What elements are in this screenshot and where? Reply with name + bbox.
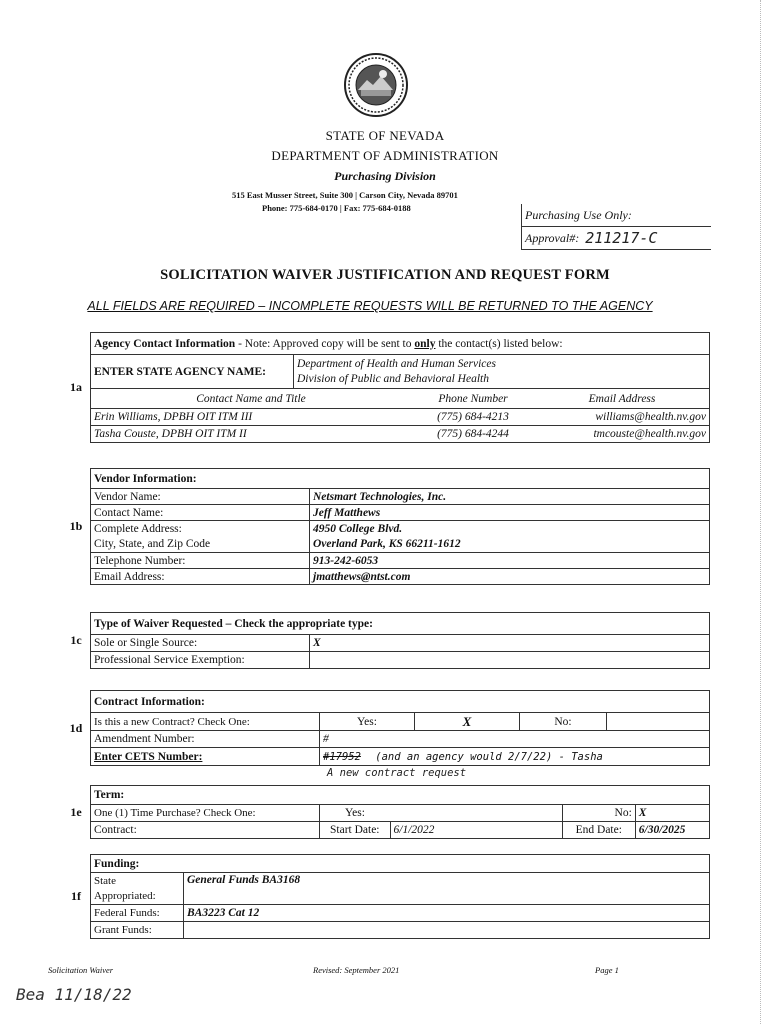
handwritten-initials: Bea 11/18/22 (16, 985, 132, 1004)
handwritten-note-2: A new contract request (327, 767, 467, 779)
city-state-zip-label: City, State, and Zip Code (94, 538, 211, 551)
vendor-name-value: Netsmart Technologies, Inc. (310, 489, 710, 505)
new-contract-no-label: No: (520, 713, 607, 731)
approval-label: Approval#: (525, 230, 580, 245)
new-contract-label: Is this a new Contract? Check One: (91, 713, 320, 731)
end-date-label: End Date: (562, 822, 635, 839)
table-row (62, 505, 710, 521)
one-time-no-value: X (635, 805, 709, 822)
agency-contact-heading: Agency Contact Information - Note: Approved copy will be sent to only the contact(s) listed below: (91, 333, 710, 355)
header-division: Purchasing Division (334, 169, 436, 183)
one-time-yes-value (390, 805, 562, 822)
state-label-2: Appropriated: (94, 890, 156, 903)
new-contract-yes-label: Yes: (320, 713, 415, 731)
start-date-value: 6/1/2022 (390, 822, 562, 839)
telephone-label: Telephone Number: (91, 553, 310, 569)
table-row (62, 537, 710, 553)
telephone-value: 913-242-6053 (310, 553, 710, 569)
column-email-address: Email Address (535, 389, 710, 409)
grant-funds-label: Grant Funds: (91, 922, 184, 939)
purchasing-use-only-box (521, 204, 711, 254)
federal-funds-label: Federal Funds: (91, 905, 184, 922)
header-state: STATE OF NEVADA (325, 128, 445, 143)
waiver-type-heading: Type of Waiver Requested – Check the appropriate type: (91, 613, 710, 635)
contact-email: tmcouste@health.nv.gov (535, 426, 710, 443)
section-label-1d: 1d (62, 691, 91, 766)
contract-heading: Contract Information: (91, 691, 710, 713)
cets-number-label: Enter CETS Number: (91, 748, 320, 766)
end-date-value: 6/30/2025 (635, 822, 709, 839)
table-row (62, 553, 710, 569)
contact-phone: (775) 684-4244 (411, 426, 535, 443)
section-label-1e: 1e (62, 786, 91, 839)
approval-number: 211217-C (585, 229, 658, 247)
section-contract-information (62, 690, 710, 779)
table-row (62, 489, 710, 505)
footer-revised-date: Revised: September 2021 (313, 965, 400, 975)
cets-number-struck: #17952 (323, 750, 361, 763)
table-row (62, 569, 710, 585)
table-row (62, 713, 710, 731)
handwritten-note-1: (and an agency would 2/7/22) - Tasha (375, 750, 603, 763)
start-date-label: Start Date: (320, 822, 391, 839)
section-label-1b: 1b (62, 469, 91, 585)
section-vendor-information (62, 468, 710, 585)
table-row (62, 731, 710, 748)
vendor-name-label: Vendor Name: (91, 489, 310, 505)
column-phone-number: Phone Number (411, 389, 535, 409)
section-waiver-type (62, 612, 710, 669)
scan-edge-line (760, 0, 762, 1024)
header-department: DEPARTMENT OF ADMINISTRATION (271, 148, 499, 163)
section-label-1a: 1a (62, 333, 91, 443)
professional-service-value (310, 652, 710, 669)
amendment-number-value: # (320, 731, 710, 748)
cets-number-value (320, 748, 710, 766)
table-row (62, 822, 710, 839)
section-term (62, 785, 710, 839)
contact-email: williams@health.nv.gov (535, 409, 710, 426)
column-contact-name: Contact Name and Title (91, 389, 412, 409)
sole-source-label: Sole or Single Source: (91, 635, 310, 652)
city-state-zip-value: Overland Park, KS 66211-1612 (310, 537, 710, 553)
contact-name-value: Jeff Matthews (310, 505, 710, 521)
email-address-value: jmatthews@ntst.com (310, 569, 710, 585)
table-row (62, 748, 710, 766)
table-row (62, 652, 710, 669)
contact-name-label: Contact Name: (91, 505, 310, 521)
state-appropriated-value: General Funds BA3168 (184, 873, 710, 905)
required-fields-note: ALL FIELDS ARE REQUIRED – INCOMPLETE REQUESTS WILL BE RETURNED TO THE AGENCY (87, 299, 653, 313)
complete-address-label: Complete Address: (91, 521, 310, 537)
amendment-number-label: Amendment Number: (91, 731, 320, 748)
state-seal-logo (343, 52, 409, 118)
grant-funds-value (184, 922, 710, 939)
table-row (62, 409, 710, 426)
state-label-1: State (91, 873, 184, 889)
purchasing-use-only-label: Purchasing Use Only: (525, 207, 632, 222)
table-row (62, 521, 710, 537)
contact-name: Tasha Couste, DPBH OIT ITM II (91, 426, 412, 443)
table-row (62, 426, 710, 443)
contact-table-header (62, 389, 710, 409)
table-row (62, 805, 710, 822)
new-contract-no-value (607, 713, 710, 731)
one-time-no-label: No: (562, 805, 635, 822)
federal-funds-value: BA3223 Cat 12 (184, 905, 710, 922)
contact-phone: (775) 684-4213 (411, 409, 535, 426)
email-address-label: Email Address: (91, 569, 310, 585)
sole-source-value: X (310, 635, 710, 652)
one-time-yes-label: Yes: (320, 805, 391, 822)
section-label-1f: 1f (62, 855, 91, 939)
funding-heading: Funding: (91, 855, 710, 873)
section-agency-contact (62, 332, 710, 443)
professional-service-label: Professional Service Exemption: (91, 652, 310, 669)
contract-term-label: Contract: (91, 822, 320, 839)
section-label-1c: 1c (62, 613, 91, 669)
table-row (62, 635, 710, 652)
vendor-heading: Vendor Information: (91, 469, 710, 489)
table-row (62, 905, 710, 922)
new-contract-yes-value: X (415, 713, 520, 731)
header-phone: Phone: 775-684-0170 | Fax: 775-684-0188 (262, 203, 411, 213)
contact-name: Erin Williams, DPBH OIT ITM III (91, 409, 412, 426)
footer-page-number: Page 1 (595, 965, 619, 975)
table-row (62, 873, 710, 889)
term-heading: Term: (91, 786, 710, 805)
agency-name-value: Department of Health and Human Services Division of Public and Behavioral Health (294, 355, 710, 389)
header-address: 515 East Musser Street, Suite 300 | Carson City, Nevada 89701 (232, 190, 458, 200)
complete-address-value: 4950 College Blvd. (310, 521, 710, 537)
form-title: SOLICITATION WAIVER JUSTIFICATION AND REQUEST FORM (160, 267, 610, 283)
one-time-purchase-label: One (1) Time Purchase? Check One: (91, 805, 320, 822)
table-row (62, 922, 710, 939)
footer-form-name: Solicitation Waiver (48, 965, 114, 975)
section-funding (62, 854, 710, 939)
agency-name-label: ENTER STATE AGENCY NAME: (91, 355, 294, 389)
